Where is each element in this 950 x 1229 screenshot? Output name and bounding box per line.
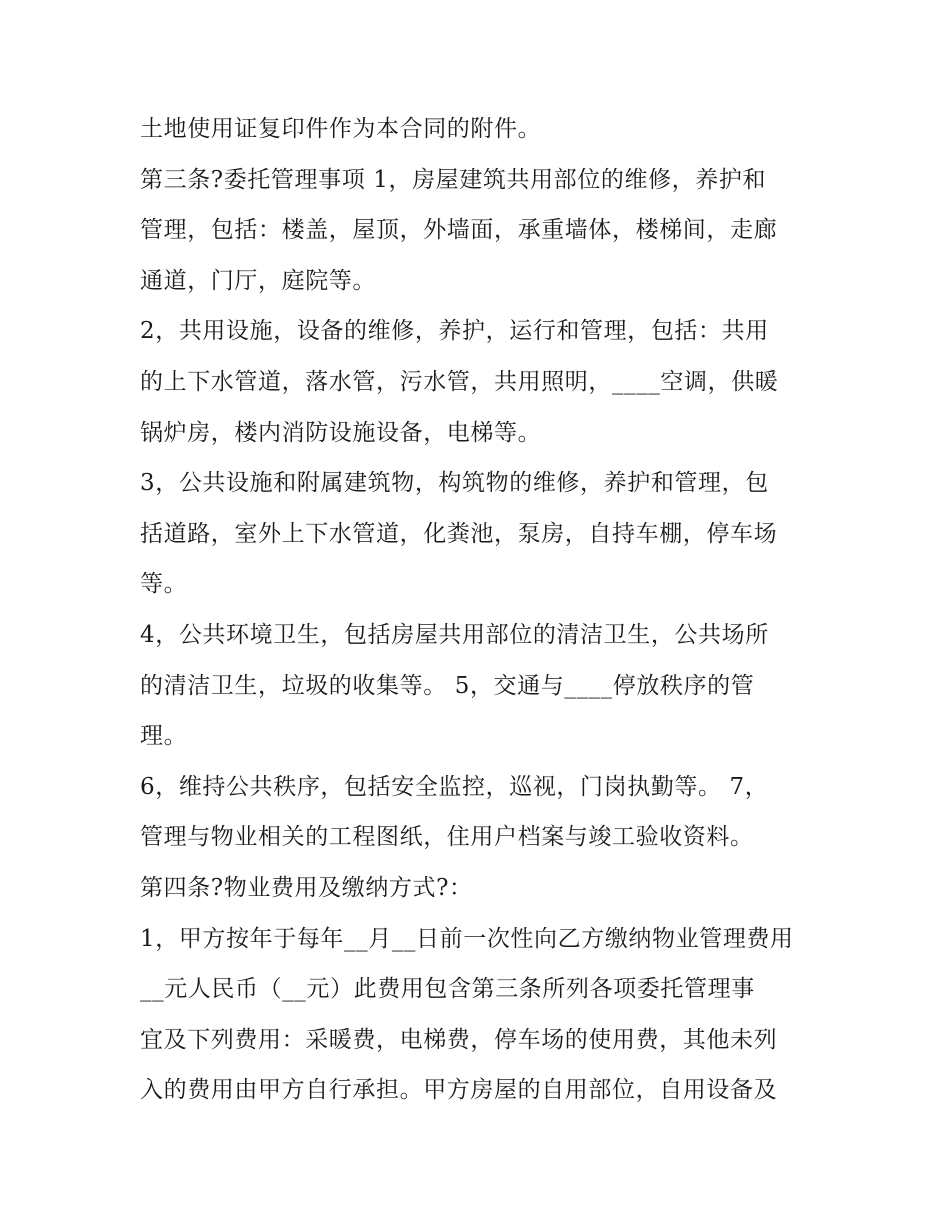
- contract-text: [140, 104, 820, 1116]
- text-line: 6，维持公共秩序，包括安全监控，巡视，门岗执勤等。 7，: [140, 773, 769, 800]
- text-line: 入的费用由甲方自行承担。甲方房屋的自用部位，自用设备及: [140, 1077, 778, 1104]
- text-line: 通道，门厅，庭院等。: [140, 267, 376, 294]
- text-line: __元人民币（__元）此费用包含第三条所列各项委托管理事: [140, 976, 755, 1003]
- text-line: 4，公共环境卫生，包括房屋共用部位的清洁卫生，公共场所: [140, 621, 769, 648]
- text-line: 第四条?物业费用及缴纳方式?：: [140, 874, 473, 901]
- text-line: 土地使用证复印件作为本合同的附件。: [140, 116, 542, 142]
- text-line: 的上下水管道，落水管，污水管，共用照明，____空调，供暖: [140, 368, 779, 395]
- text-line: 理。: [140, 723, 188, 750]
- text-line: 2，共用设施，设备的维修，养护，运行和管理，包括：共用: [140, 318, 769, 345]
- text-line: 管理，包括：楼盖，屋顶，外墙面，承重墙体，楼梯间，走廊: [140, 217, 778, 244]
- text-line: 3，公共设施和附属建筑物，构筑物的维修，养护和管理，包: [140, 470, 769, 497]
- text-line: 等。: [140, 571, 188, 598]
- text-line: 锅炉房，楼内消防设施设备，电梯等。: [140, 419, 542, 446]
- text-line: 管理与物业相关的工程图纸，住用户档案与竣工验收资料。: [140, 824, 754, 851]
- text-line: 1，甲方按年于每年__月__日前一次性向乙方缴纳物业管理费用: [140, 925, 794, 952]
- text-line: 括道路，室外上下水管道，化粪池，泵房，自持车棚，停车场: [140, 520, 778, 547]
- text-line: 第三条?委托管理事项 1，房屋建筑共用部位的维修，养护和: [140, 166, 767, 193]
- text-line: 的清洁卫生，垃圾的收集等。 5，交通与____停放秩序的管: [140, 672, 755, 699]
- text-line: 宜及下列费用：采暖费，电梯费，停车场的使用费，其他未列: [140, 1026, 778, 1053]
